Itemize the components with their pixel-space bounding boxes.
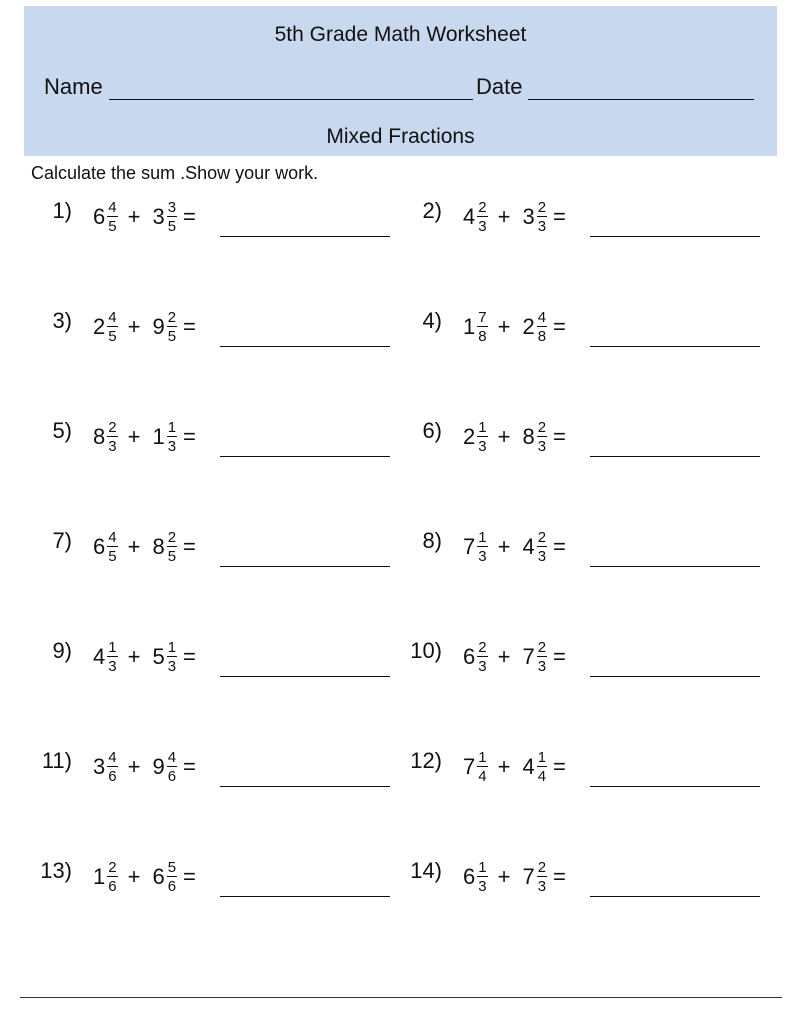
problem-number: 1) <box>52 198 72 223</box>
whole-part: 6 <box>93 204 106 229</box>
numerator: 4 <box>537 309 547 326</box>
denominator: 3 <box>537 218 547 235</box>
problem-expression <box>463 860 566 894</box>
equals-sign: = <box>553 754 566 779</box>
numerator: 5 <box>167 859 177 876</box>
mixed-number <box>463 860 488 894</box>
numerator: 2 <box>537 419 547 436</box>
whole-part: 3 <box>93 754 106 779</box>
fraction <box>107 200 117 234</box>
problem-item <box>20 308 400 368</box>
denominator: 4 <box>537 768 547 785</box>
problem-item <box>20 858 400 918</box>
answer-line[interactable] <box>590 896 760 897</box>
whole-part: 9 <box>152 754 165 779</box>
mixed-number <box>522 530 547 564</box>
problem-item <box>390 198 770 258</box>
equals-sign: = <box>183 754 196 779</box>
mixed-number <box>463 750 488 784</box>
equals-sign: = <box>553 314 566 339</box>
whole-part: 7 <box>463 754 476 779</box>
denominator: 3 <box>478 658 487 675</box>
mixed-number <box>93 640 118 674</box>
page-subtitle: Mixed Fractions <box>326 125 475 148</box>
problem-item <box>390 748 770 808</box>
problem-number: 13) <box>40 858 72 883</box>
problem-expression <box>463 310 566 344</box>
plus-sign: + <box>127 644 141 669</box>
whole-part: 8 <box>93 424 106 449</box>
problem-item <box>20 748 400 808</box>
denominator: 8 <box>478 328 487 345</box>
numerator: 2 <box>537 639 547 656</box>
date-label: Date <box>476 74 523 99</box>
fraction <box>107 750 117 784</box>
fraction <box>167 750 177 784</box>
fraction <box>537 200 547 234</box>
problem-expression <box>463 640 566 674</box>
numerator: 4 <box>108 199 117 216</box>
denominator: 3 <box>108 658 117 675</box>
numerator: 4 <box>108 529 117 546</box>
whole-part: 3 <box>152 204 165 229</box>
equals-sign: = <box>553 864 566 889</box>
numerator: 3 <box>167 199 177 216</box>
denominator: 3 <box>167 438 177 455</box>
mixed-number <box>522 310 547 344</box>
mixed-number <box>463 310 488 344</box>
mixed-number <box>93 310 118 344</box>
numerator: 2 <box>537 859 547 876</box>
numerator: 2 <box>167 309 177 326</box>
fraction <box>477 860 487 894</box>
answer-line[interactable] <box>590 786 760 787</box>
instructions: Calculate the sum .Show your work. <box>31 163 319 183</box>
problem-item <box>20 418 400 478</box>
denominator: 3 <box>478 878 487 895</box>
plus-sign: + <box>497 314 511 339</box>
mixed-number <box>93 530 118 564</box>
denominator: 3 <box>537 878 547 895</box>
plus-sign: + <box>497 754 511 779</box>
worksheet-header <box>24 6 777 156</box>
mixed-number <box>152 640 177 674</box>
problem-number: 2) <box>422 198 442 223</box>
whole-part: 4 <box>522 534 535 559</box>
problem-expression <box>93 860 196 894</box>
mixed-number <box>522 420 547 454</box>
fraction <box>477 750 487 784</box>
problem-number: 11) <box>41 748 72 773</box>
fraction <box>107 640 117 674</box>
footer-divider <box>20 997 782 998</box>
whole-part: 4 <box>463 204 476 229</box>
answer-line[interactable] <box>220 456 390 457</box>
fraction <box>477 200 487 234</box>
mixed-number <box>152 750 177 784</box>
denominator: 5 <box>108 218 117 235</box>
problem-expression <box>93 310 196 344</box>
problem-expression <box>463 530 566 564</box>
whole-part: 6 <box>463 864 476 889</box>
mixed-number <box>93 420 118 454</box>
problem-item <box>20 528 400 588</box>
problem-item <box>20 638 400 698</box>
equals-sign: = <box>183 534 196 559</box>
mixed-number <box>93 750 118 784</box>
denominator: 3 <box>537 438 547 455</box>
problem-expression <box>463 200 566 234</box>
denominator: 3 <box>537 658 547 675</box>
problem-item <box>390 858 770 918</box>
problem-number: 9) <box>52 638 72 663</box>
answer-line[interactable] <box>590 456 760 457</box>
denominator: 3 <box>167 658 177 675</box>
plus-sign: + <box>127 424 141 449</box>
mixed-number <box>152 200 177 234</box>
mixed-number <box>93 860 118 894</box>
answer-line[interactable] <box>220 896 390 897</box>
fraction <box>477 530 487 564</box>
fraction <box>167 530 177 564</box>
whole-part: 2 <box>522 314 535 339</box>
mixed-number <box>463 640 488 674</box>
problem-item <box>390 418 770 478</box>
problem-item <box>390 638 770 698</box>
fraction <box>167 860 177 894</box>
whole-part: 8 <box>152 534 165 559</box>
date-field-line[interactable] <box>528 99 754 100</box>
fraction <box>537 530 547 564</box>
whole-part: 6 <box>463 644 476 669</box>
name-label: Name <box>44 74 103 99</box>
mixed-number <box>522 750 547 784</box>
denominator: 5 <box>108 548 117 565</box>
numerator: 2 <box>167 529 177 546</box>
problem-expression <box>93 640 196 674</box>
denominator: 3 <box>478 438 487 455</box>
mixed-number <box>463 200 488 234</box>
mixed-number <box>93 200 118 234</box>
answer-line[interactable] <box>220 786 390 787</box>
numerator: 1 <box>167 639 177 656</box>
problem-number: 3) <box>52 308 72 333</box>
problem-number: 7) <box>52 528 72 553</box>
denominator: 5 <box>167 218 177 235</box>
whole-part: 8 <box>522 424 535 449</box>
denominator: 8 <box>537 328 547 345</box>
problem-expression <box>93 530 196 564</box>
numerator: 1 <box>478 859 487 876</box>
numerator: 7 <box>478 309 487 326</box>
fraction <box>537 640 547 674</box>
numerator: 2 <box>537 199 547 216</box>
numerator: 2 <box>537 529 547 546</box>
answer-line[interactable] <box>590 346 760 347</box>
numerator: 1 <box>108 639 117 656</box>
denominator: 6 <box>167 768 177 785</box>
plus-sign: + <box>127 864 141 889</box>
plus-sign: + <box>497 644 511 669</box>
numerator: 2 <box>478 199 487 216</box>
mixed-number <box>152 530 177 564</box>
numerator: 1 <box>478 749 487 766</box>
denominator: 3 <box>478 548 487 565</box>
plus-sign: + <box>497 204 511 229</box>
equals-sign: = <box>553 534 566 559</box>
equals-sign: = <box>183 314 196 339</box>
whole-part: 1 <box>93 864 106 889</box>
fraction <box>537 420 547 454</box>
equals-sign: = <box>553 424 566 449</box>
whole-part: 5 <box>152 644 165 669</box>
problem-number: 5) <box>52 418 72 443</box>
name-field-line[interactable] <box>109 99 473 100</box>
denominator: 4 <box>478 768 487 785</box>
whole-part: 7 <box>522 864 535 889</box>
whole-part: 6 <box>93 534 106 559</box>
problem-expression <box>463 750 566 784</box>
numerator: 4 <box>108 309 117 326</box>
problem-number: 6) <box>422 418 442 443</box>
mixed-number <box>152 310 177 344</box>
answer-line[interactable] <box>590 236 760 237</box>
denominator: 5 <box>167 548 177 565</box>
fraction <box>477 640 487 674</box>
numerator: 4 <box>167 749 177 766</box>
fraction <box>107 310 117 344</box>
problem-item <box>20 198 400 258</box>
whole-part: 6 <box>152 864 165 889</box>
answer-line[interactable] <box>590 676 760 677</box>
fraction <box>537 750 547 784</box>
denominator: 6 <box>108 878 117 895</box>
denominator: 5 <box>108 328 117 345</box>
answer-line[interactable] <box>590 566 760 567</box>
plus-sign: + <box>127 534 141 559</box>
problem-number: 10) <box>410 638 442 663</box>
numerator: 1 <box>537 749 547 766</box>
problem-expression <box>463 420 566 454</box>
mixed-number <box>463 420 488 454</box>
problem-item <box>390 308 770 368</box>
problem-expression <box>93 200 196 234</box>
fraction <box>537 860 547 894</box>
fraction <box>107 530 117 564</box>
denominator: 3 <box>108 438 117 455</box>
problem-expression <box>93 420 196 454</box>
answer-line[interactable] <box>220 676 390 677</box>
plus-sign: + <box>127 754 141 779</box>
denominator: 5 <box>167 328 177 345</box>
fraction <box>107 860 117 894</box>
fraction <box>167 310 177 344</box>
problem-number: 8) <box>422 528 442 553</box>
mixed-number <box>522 860 547 894</box>
whole-part: 4 <box>93 644 106 669</box>
numerator: 1 <box>167 419 177 436</box>
equals-sign: = <box>183 644 196 669</box>
whole-part: 1 <box>152 424 165 449</box>
denominator: 3 <box>478 218 487 235</box>
fraction <box>167 640 177 674</box>
numerator: 2 <box>108 419 117 436</box>
plus-sign: + <box>497 424 511 449</box>
equals-sign: = <box>183 204 196 229</box>
whole-part: 4 <box>522 754 535 779</box>
equals-sign: = <box>183 864 196 889</box>
fraction <box>537 310 547 344</box>
plus-sign: + <box>497 864 511 889</box>
plus-sign: + <box>127 204 141 229</box>
equals-sign: = <box>183 424 196 449</box>
numerator: 2 <box>108 859 117 876</box>
numerator: 1 <box>478 529 487 546</box>
mixed-number <box>463 530 488 564</box>
plus-sign: + <box>127 314 141 339</box>
answer-line[interactable] <box>220 566 390 567</box>
equals-sign: = <box>553 204 566 229</box>
problem-number: 14) <box>410 858 442 883</box>
whole-part: 7 <box>522 644 535 669</box>
mixed-number <box>152 420 177 454</box>
fraction <box>477 310 487 344</box>
whole-part: 2 <box>93 314 106 339</box>
fraction <box>477 420 487 454</box>
problem-item <box>390 528 770 588</box>
fraction <box>107 420 117 454</box>
whole-part: 1 <box>463 314 476 339</box>
whole-part: 2 <box>463 424 476 449</box>
mixed-number <box>152 860 177 894</box>
whole-part: 9 <box>152 314 165 339</box>
problem-number: 4) <box>422 308 442 333</box>
equals-sign: = <box>553 644 566 669</box>
mixed-number <box>522 640 547 674</box>
page-title: 5th Grade Math Worksheet <box>274 23 527 46</box>
denominator: 6 <box>108 768 117 785</box>
answer-line[interactable] <box>220 236 390 237</box>
numerator: 4 <box>108 749 117 766</box>
plus-sign: + <box>497 534 511 559</box>
mixed-number <box>522 200 547 234</box>
fraction <box>167 420 177 454</box>
problem-expression <box>93 750 196 784</box>
numerator: 1 <box>478 419 487 436</box>
denominator: 6 <box>167 878 177 895</box>
whole-part: 3 <box>522 204 535 229</box>
fraction <box>167 200 177 234</box>
denominator: 3 <box>537 548 547 565</box>
numerator: 2 <box>478 639 487 656</box>
problem-number: 12) <box>410 748 442 773</box>
answer-line[interactable] <box>220 346 390 347</box>
whole-part: 7 <box>463 534 476 559</box>
